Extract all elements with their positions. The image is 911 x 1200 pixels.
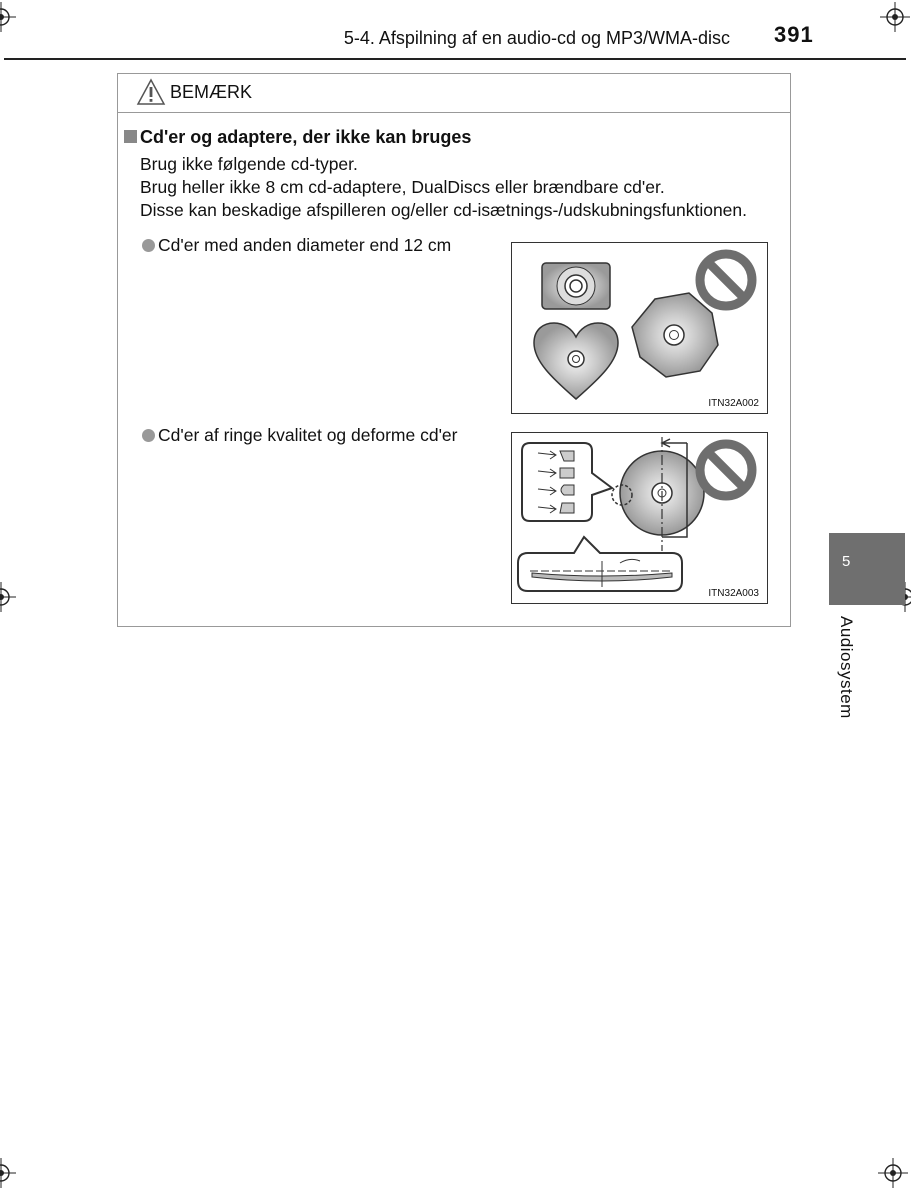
figure-odd-shaped-discs — [511, 242, 768, 414]
chapter-number: 5 — [842, 553, 851, 570]
registration-mark — [0, 2, 16, 32]
registration-mark — [878, 1158, 908, 1188]
section-marker — [124, 130, 137, 143]
paragraph: Brug ikke følgende cd-typer. — [140, 154, 358, 174]
paragraph: Brug heller ikke 8 cm cd-adaptere, DualDiscs eller brændbare cd'er. — [140, 177, 665, 197]
chapter-tab — [829, 533, 905, 605]
section-title: Cd'er og adaptere, der ikke kan bruges — [140, 127, 472, 147]
page-number: 391 — [774, 22, 814, 47]
note-box — [117, 73, 791, 627]
registration-mark — [0, 582, 16, 612]
figure-code: ITN32A002 — [708, 398, 759, 409]
note-label: BEMÆRK — [170, 82, 253, 102]
figure-code: ITN32A003 — [708, 588, 759, 599]
header-title: 5-4. Afspilning af en audio-cd og MP3/WMA-disc — [343, 28, 730, 48]
paragraph: Disse kan beskadige afspilleren og/eller cd-isætnings-/udskubningsfunktionen. — [140, 200, 748, 220]
figure-deformed-discs — [511, 432, 768, 604]
list-item: Cd'er af ringe kvalitet og deforme cd'er — [158, 425, 458, 445]
prohibited-icon — [700, 444, 752, 496]
odd-shaped-discs-illustration — [512, 243, 767, 413]
registration-mark — [0, 1158, 16, 1188]
warning-triangle-icon — [136, 78, 166, 106]
chapter-label: Audiosystem — [837, 616, 856, 719]
bullet-icon — [142, 429, 155, 442]
registration-mark — [880, 2, 910, 32]
prohibited-icon — [700, 254, 752, 306]
bullet-icon — [142, 239, 155, 252]
list-item: Cd'er med anden diameter end 12 cm — [158, 235, 452, 255]
deformed-discs-illustration — [512, 433, 767, 603]
note-header — [118, 74, 790, 113]
header-divider — [4, 58, 906, 60]
